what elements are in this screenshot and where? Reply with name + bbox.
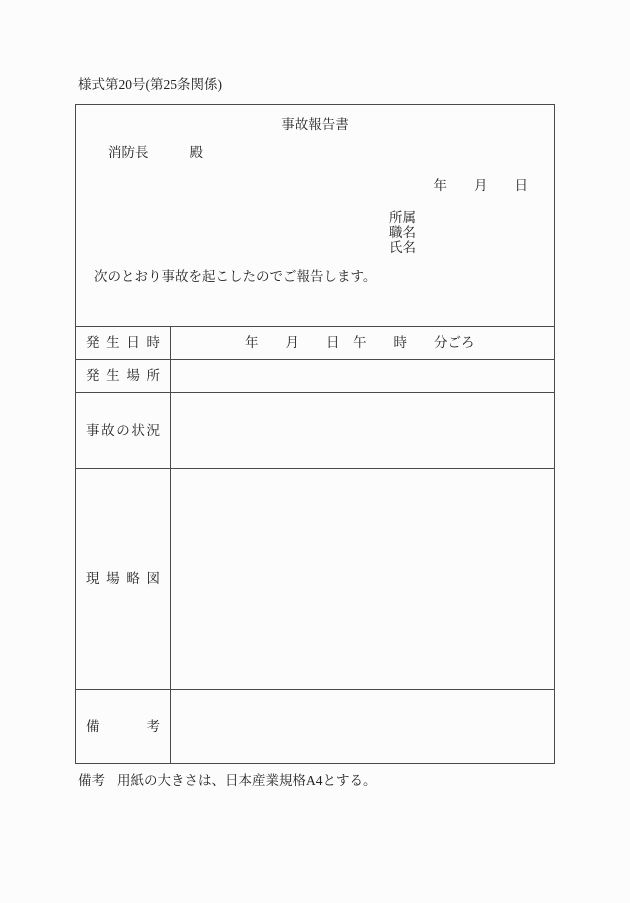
form-number-label: 様式第20号(第25条関係) [78, 77, 222, 92]
signature-position-label: 職名 [389, 225, 416, 240]
footnote-prefix: 備考 [78, 773, 105, 788]
accident-report-table [75, 104, 555, 764]
honorific-label: 殿 [189, 145, 203, 160]
table-row-occurrence-place [76, 360, 554, 393]
table-row-remarks [76, 690, 554, 763]
accident-situation-value [171, 393, 554, 468]
table-row-accident-situation [76, 393, 554, 469]
occurrence-datetime-value: 年 月 日 午 時 分ごろ [245, 335, 475, 351]
paper-size-footnote [78, 774, 377, 788]
report-statement: 次のとおり事故を起こしたのでご報告します。 [94, 269, 377, 284]
signature-block [389, 210, 416, 255]
signature-affiliation-label: 所属 [389, 210, 416, 225]
row-label-remarks: 備 考 [76, 690, 171, 763]
recipient-line [108, 146, 203, 160]
signature-name-label: 氏名 [389, 240, 416, 255]
table-row-occurrence-datetime [76, 327, 554, 360]
row-label-accident-situation: 事 故 の 状 況 [76, 393, 171, 468]
row-label-occurrence-datetime: 発 生 日 時 [76, 327, 171, 359]
report-title: 事故報告書 [281, 117, 349, 132]
remarks-value [171, 690, 554, 763]
table-header-section [76, 105, 554, 327]
table-row-site-sketch [76, 469, 554, 690]
footnote-text: 用紙の大きさは、日本産業規格A4とする。 [117, 773, 377, 788]
occurrence-place-value [171, 360, 554, 392]
site-sketch-value [171, 469, 554, 689]
row-label-occurrence-place: 発 生 場 所 [76, 360, 171, 392]
recipient-name: 消防長 [108, 145, 149, 160]
row-label-site-sketch: 現 場 略 図 [76, 469, 171, 689]
report-date-line: 年 月 日 [433, 178, 528, 193]
